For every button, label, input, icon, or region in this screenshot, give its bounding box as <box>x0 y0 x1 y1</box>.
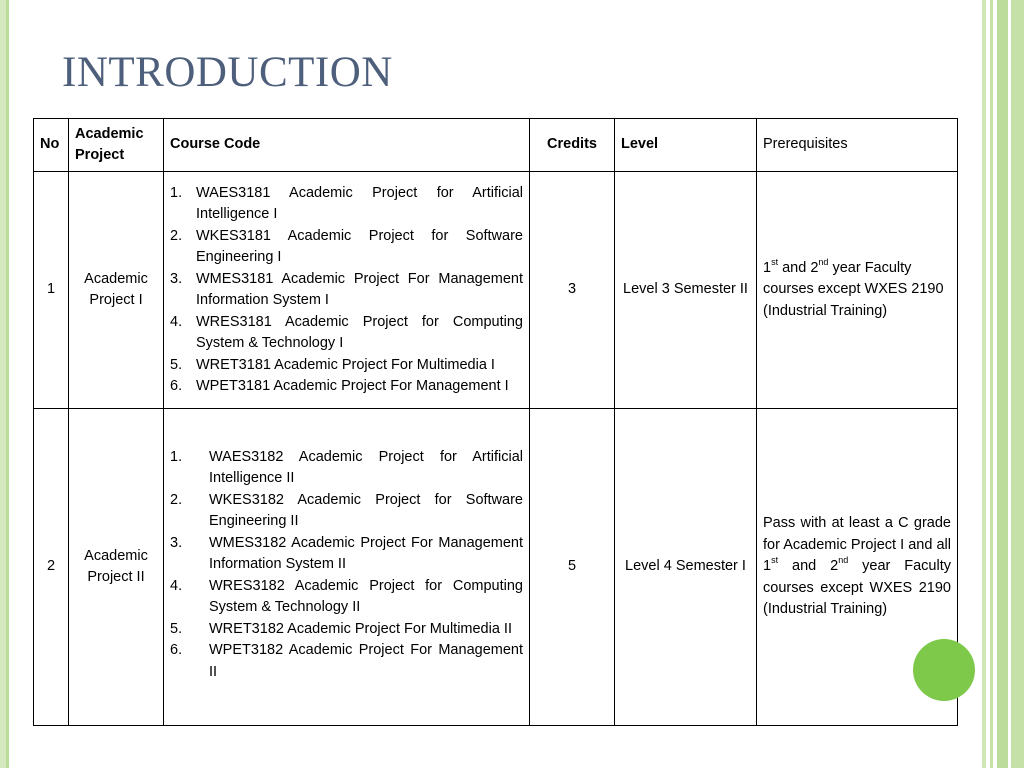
header-academic-project: Academic Project <box>69 119 164 172</box>
list-item: 2. WKES3181 Academic Project for Software Engineering I <box>170 227 523 265</box>
left-decorative-stripe <box>0 0 10 768</box>
row-project-name: Academic Project II <box>69 409 164 726</box>
row-project-name: Academic Project I <box>69 172 164 409</box>
row-credits: 3 <box>530 172 615 409</box>
slide-title: INTRODUCTION <box>62 49 393 96</box>
course-code-cell <box>164 172 530 409</box>
course-code-cell <box>164 409 530 726</box>
course-list <box>170 183 523 398</box>
list-item: 5. WRET3182 Academic Project For Multimedia II <box>170 620 512 637</box>
list-item: 2. WKES3182 Academic Project for Software Engineering II <box>170 491 523 530</box>
header-no: No <box>34 119 69 172</box>
list-item: 1. WAES3182 Academic Project for Artificial Intelligence II <box>170 448 523 487</box>
row-level: Level 3 Semester II <box>615 172 757 409</box>
right-decorative-stripes <box>978 0 1024 768</box>
list-item: 3. WMES3181 Academic Project For Management Information System I <box>170 270 523 308</box>
header-level: Level <box>615 119 757 172</box>
list-item: 6. WPET3182 Academic Project For Management II <box>170 642 523 680</box>
course-table <box>33 118 958 726</box>
row-prerequisites: Pass with at least a C grade for Academic Project I and all 1st and 2nd year Faculty courses except WXES 2190 (Industrial Training) <box>757 409 958 726</box>
row-number: 2 <box>34 409 69 726</box>
header-credits: Credits <box>530 119 615 172</box>
list-item: 1. WAES3181 Academic Project for Artificial Intelligence I <box>170 184 523 222</box>
header-course-code: Course Code <box>164 119 530 172</box>
decorative-green-circle <box>913 639 975 701</box>
list-item: 3. WMES3182 Academic Project For Management Information System II <box>170 534 523 573</box>
row-level: Level 4 Semester I <box>615 409 757 726</box>
list-item: 5. WRET3181 Academic Project For Multimedia I <box>170 356 495 373</box>
course-list <box>170 437 523 698</box>
list-item: 4. WRES3181 Academic Project for Computing System & Technology I <box>170 313 523 351</box>
row-prerequisites: 1st and 2nd year Faculty courses except WXES 2190 (Industrial Training) <box>757 172 958 409</box>
list-item: 6. WPET3181 Academic Project For Management I <box>170 378 509 394</box>
row-credits: 5 <box>530 409 615 726</box>
table-header-row <box>34 119 958 172</box>
list-item: 4. WRES3182 Academic Project for Computing System & Technology II <box>170 577 523 616</box>
table-row <box>34 172 958 409</box>
header-prerequisites: Prerequisites <box>757 119 958 172</box>
table-row <box>34 409 958 726</box>
row-number: 1 <box>34 172 69 409</box>
